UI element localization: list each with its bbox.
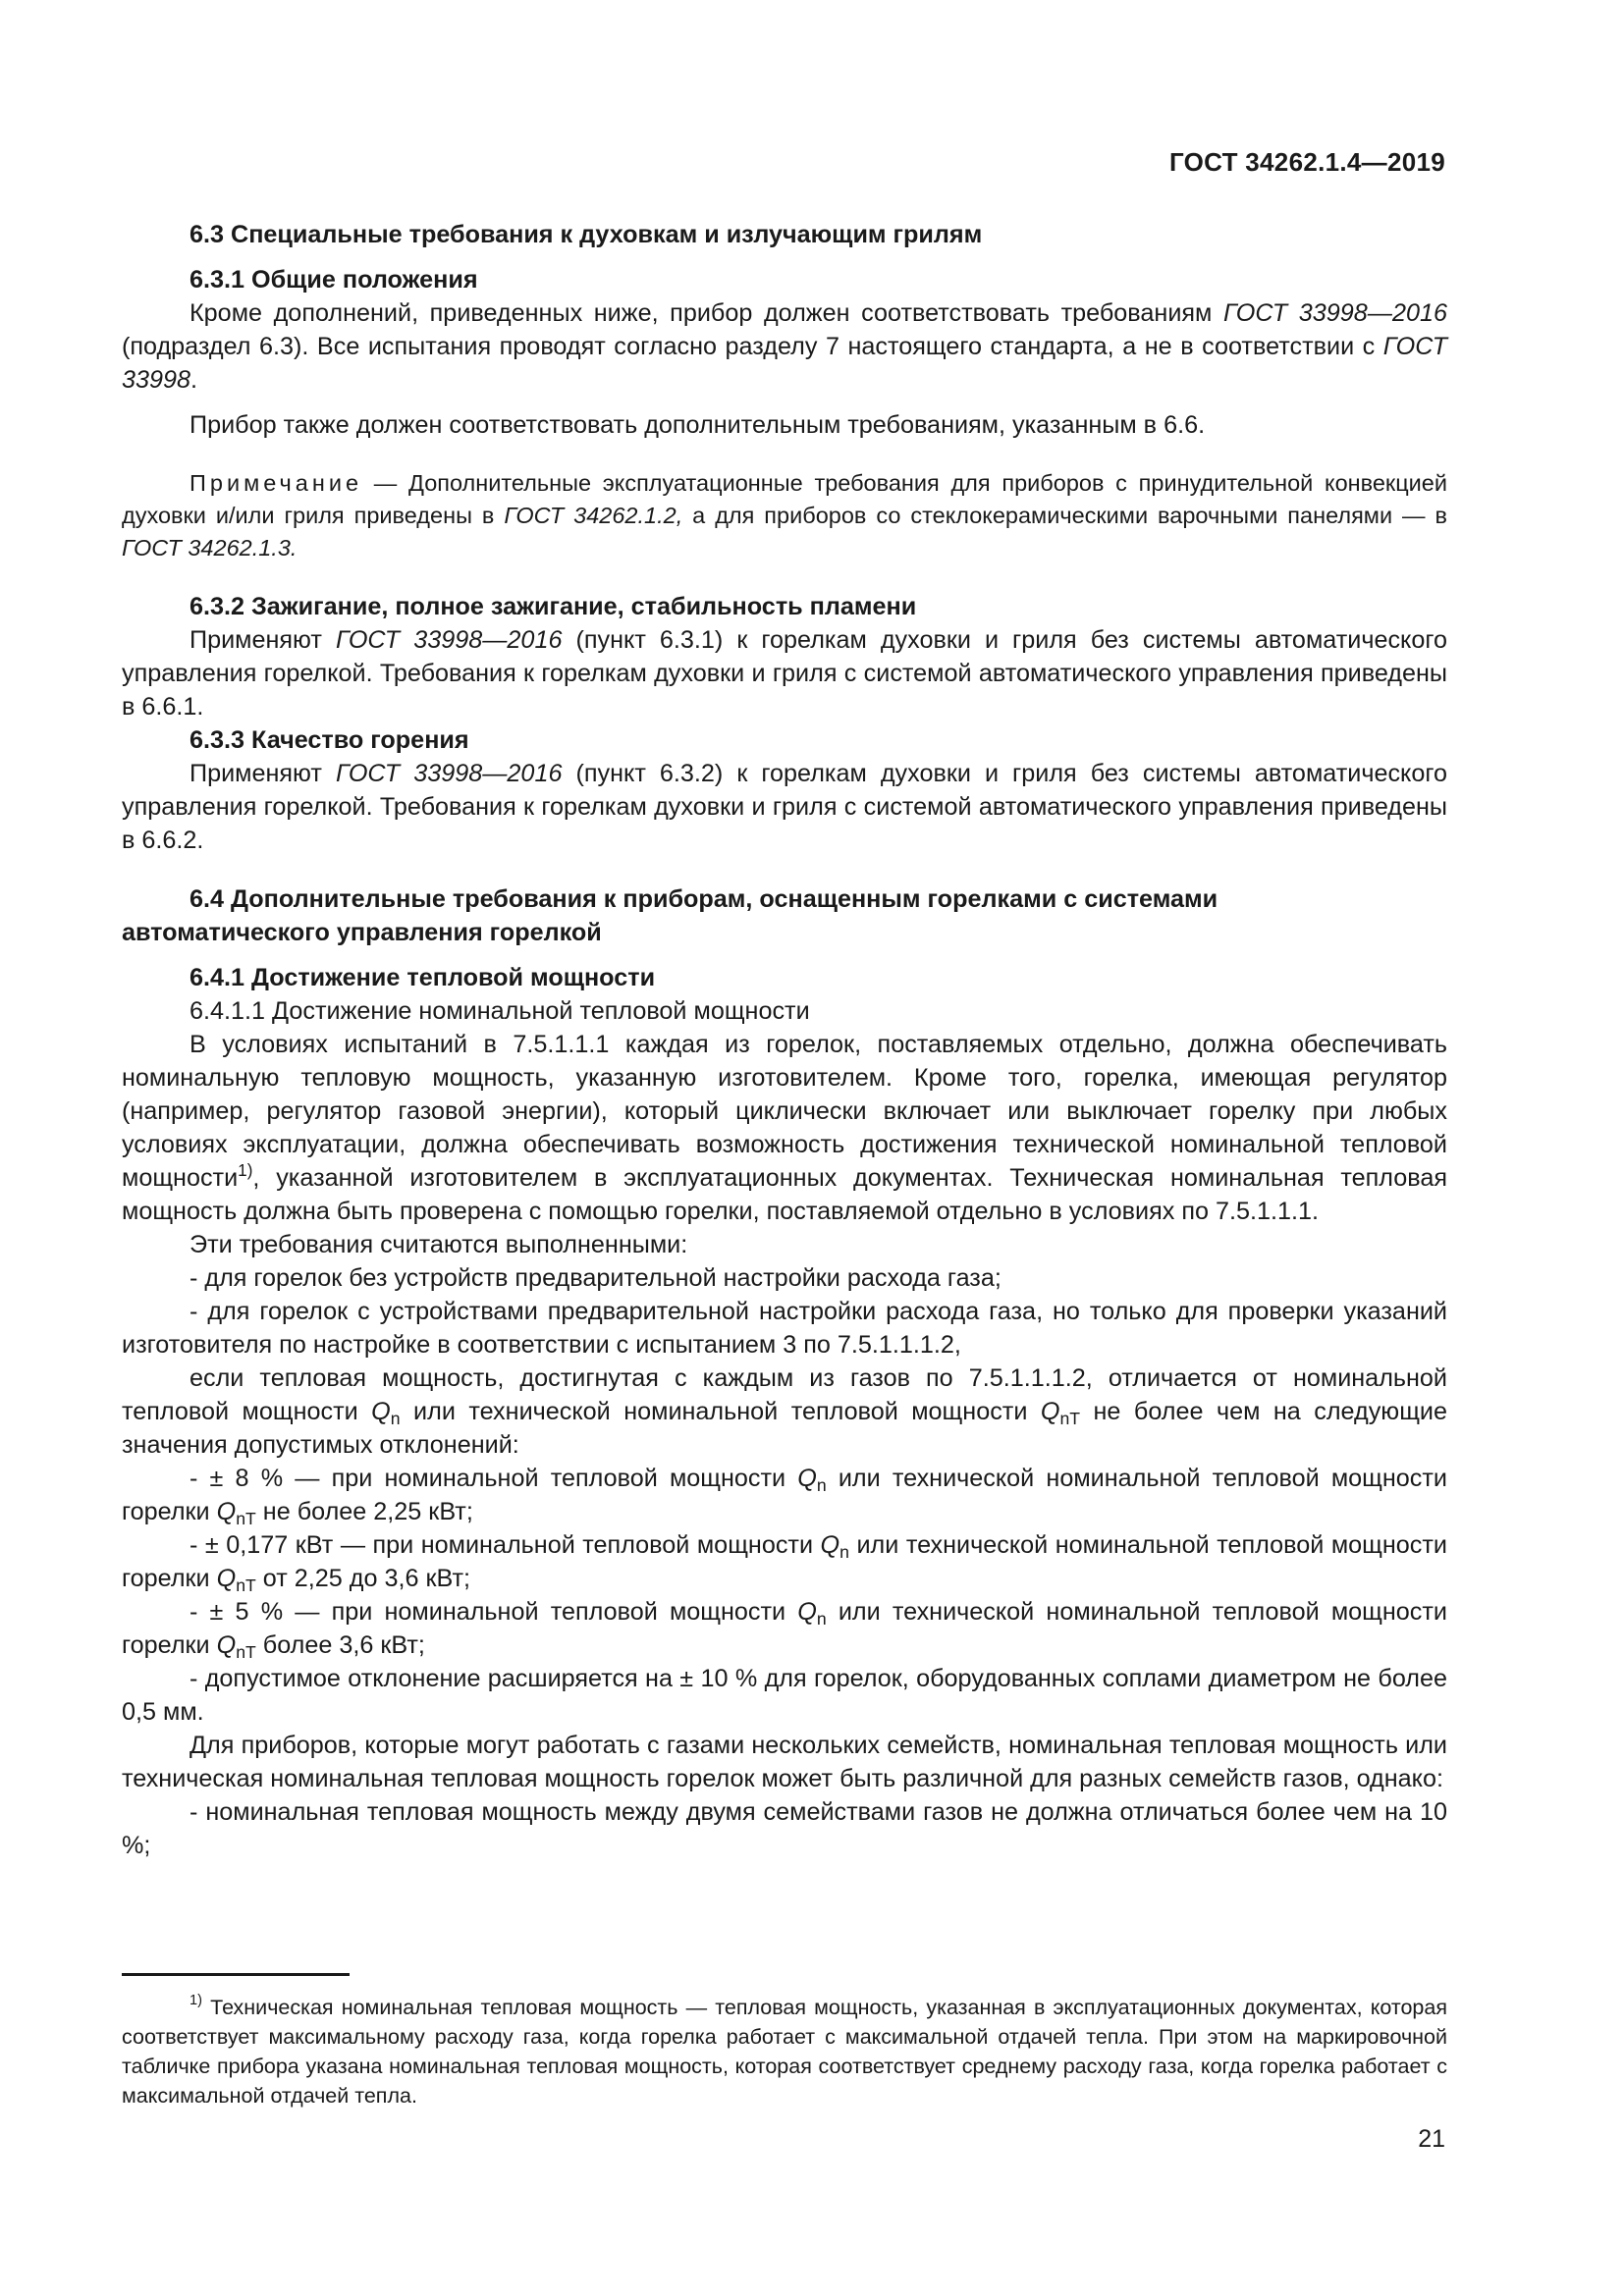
- standard-reference: ГОСТ 33998—2016: [1222, 299, 1447, 327]
- section-6-3-1-paragraph-1: Кроме дополнений, приведенных ниже, прибор должен соответствовать требованиям ГОСТ 33998—2016 (подраздел 6.3). Все испытания проводят согласно разделу 7 настоящего стандарта, а не в соответствии с ГОСТ 33998.: [122, 299, 1447, 394]
- section-6-4-heading: 6.4 Дополнительные требования к приборам, оснащенным горелками с системами автоматического управления горелкой: [122, 885, 1218, 946]
- footnote-separator: [122, 1973, 350, 1976]
- standard-reference: ГОСТ 33998—2016: [335, 626, 563, 654]
- requirements-intro: Эти требования считаются выполненными:: [189, 1231, 688, 1258]
- footnote-text: $^{1)}$ Техническая номинальная тепловая мощность — тепловая мощность, указанная в эксплуатационных документах, которая соответствует максимальному расходу газа, когда горелка работает с максимальной отдачей тепла. При этом на маркировочной табличке прибора указана номинальная тепловая мощность, которая соответствует среднему расходу газа, когда горелка работает с максимальной отдачей тепла.: [122, 1993, 1447, 2108]
- tolerance-item: - ± 8 % — при номинальной тепловой мощности $Q_n$ или технической номинальной тепловой мощности горелки $Q_{nT}$ не более 2,25 кВт;: [122, 1465, 1447, 1528]
- section-6-4-1-1-paragraph-1: В условиях испытаний в 7.5.1.1.1 каждая из горелок, поставляемых отдельно, должна обеспечивать номинальную тепловую мощность, указанную изготовителем. Кроме того, горелка, имеющая регулятор (например, регулятор газовой энергии), который циклически включает или выключает горелку при любых условиях эксплуатации, должна обеспечивать возможность достижения технической номинальной тепловой мощности$^{1)}$, указанной изготовителем в эксплуатационных документах. Техническая номинальная тепловая мощность должна быть проверена с помощью горелки, поставляемой отдельно в условиях по 7.5.1.1.1.: [122, 1031, 1447, 1225]
- standard-reference: ГОСТ 33998: [122, 333, 1447, 394]
- document-body: [122, 218, 1447, 1862]
- section-6-3-3-paragraph: Применяют ГОСТ 33998—2016 (пункт 6.3.2) к горелкам духовки и гриля без системы автоматического управления горелкой. Требования к горелкам духовки и гриля с системой автоматического управления приведены в 6.6.2.: [122, 760, 1447, 854]
- footnote-marker: 1): [189, 1993, 202, 2008]
- list-item: - для горелок без устройств предварительной настройки расхода газа;: [189, 1264, 1001, 1292]
- tolerance-item: - ± 5 % — при номинальной тепловой мощности $Q_n$ или технической номинальной тепловой мощности горелки $Q_{nT}$ более 3,6 кВт;: [122, 1598, 1447, 1662]
- footnote-reference: 1): [238, 1160, 253, 1180]
- section-6-3-2-paragraph: Применяют ГОСТ 33998—2016 (пункт 6.3.1) к горелкам духовки и гриля без системы автоматического управления горелкой. Требования к горелкам духовки и гриля с системой автоматического управления приведены в 6.6.1.: [122, 626, 1447, 721]
- section-6-4-1-1-heading: 6.4.1.1 Достижение номинальной тепловой мощности: [189, 997, 810, 1025]
- note-paragraph: Примечание — Дополнительные эксплуатационные требования для приборов с принудительной конвекцией духовки и/или гриля приведены в ГОСТ 34262.1.2, а для приборов со стеклокерамическими варочными панелями — в ГОСТ 34262.1.3.: [122, 470, 1447, 561]
- section-6-3-heading: 6.3 Специальные требования к духовкам и излучающим грилям: [189, 221, 983, 248]
- note-label: Примечание: [189, 470, 363, 496]
- section-6-3-1-paragraph-2: Прибор также должен соответствовать дополнительным требованиям, указанным в 6.6.: [189, 411, 1206, 439]
- tolerance-item: - ± 0,177 кВт — при номинальной тепловой мощности $Q_n$ или технической номинальной тепловой мощности горелки $Q_{nT}$ от 2,25 до 3,6 кВт;: [122, 1531, 1447, 1595]
- page-number: 21: [1418, 2125, 1445, 2153]
- tolerance-item: - допустимое отклонение расширяется на ± 10 % для горелок, оборудованных соплами диаметром не более 0,5 мм.: [122, 1665, 1447, 1726]
- standard-reference: ГОСТ 34262.1.2,: [504, 503, 683, 528]
- standard-reference: ГОСТ 34262.1.3.: [122, 535, 298, 561]
- list-item: - номинальная тепловая мощность между двумя семействами газов не должна отличаться более чем на 10 %;: [122, 1798, 1447, 1859]
- footnote: [122, 1993, 1447, 2110]
- section-6-3-3-heading: 6.3.3 Качество горения: [189, 726, 469, 754]
- multi-family-paragraph: Для приборов, которые могут работать с газами нескольких семейств, номинальная тепловая мощность или техническая номинальная тепловая мощность горелок может быть различной для разных семейств газов, однако:: [122, 1732, 1447, 1792]
- standard-reference: ГОСТ 33998—2016: [335, 760, 563, 787]
- section-6-4-1-heading: 6.4.1 Достижение тепловой мощности: [189, 964, 656, 991]
- document-code-header: ГОСТ 34262.1.4—2019: [1168, 147, 1445, 177]
- tolerance-condition-paragraph: если тепловая мощность, достигнутая с каждым из газов по 7.5.1.1.1.2, отличается от номинальной тепловой мощности $Q_n$ или технической номинальной тепловой мощности $Q_{nT}$ не более чем на следующие значения допустимых отклонений:: [122, 1364, 1447, 1459]
- section-6-3-2-heading: 6.3.2 Зажигание, полное зажигание, стабильность пламени: [189, 593, 917, 620]
- list-item: - для горелок с устройствами предварительной настройки расхода газа, но только для проверки указаний изготовителя по настройке в соответствии с испытанием 3 по 7.5.1.1.1.2,: [122, 1298, 1447, 1359]
- section-6-3-1-heading: 6.3.1 Общие положения: [189, 266, 478, 294]
